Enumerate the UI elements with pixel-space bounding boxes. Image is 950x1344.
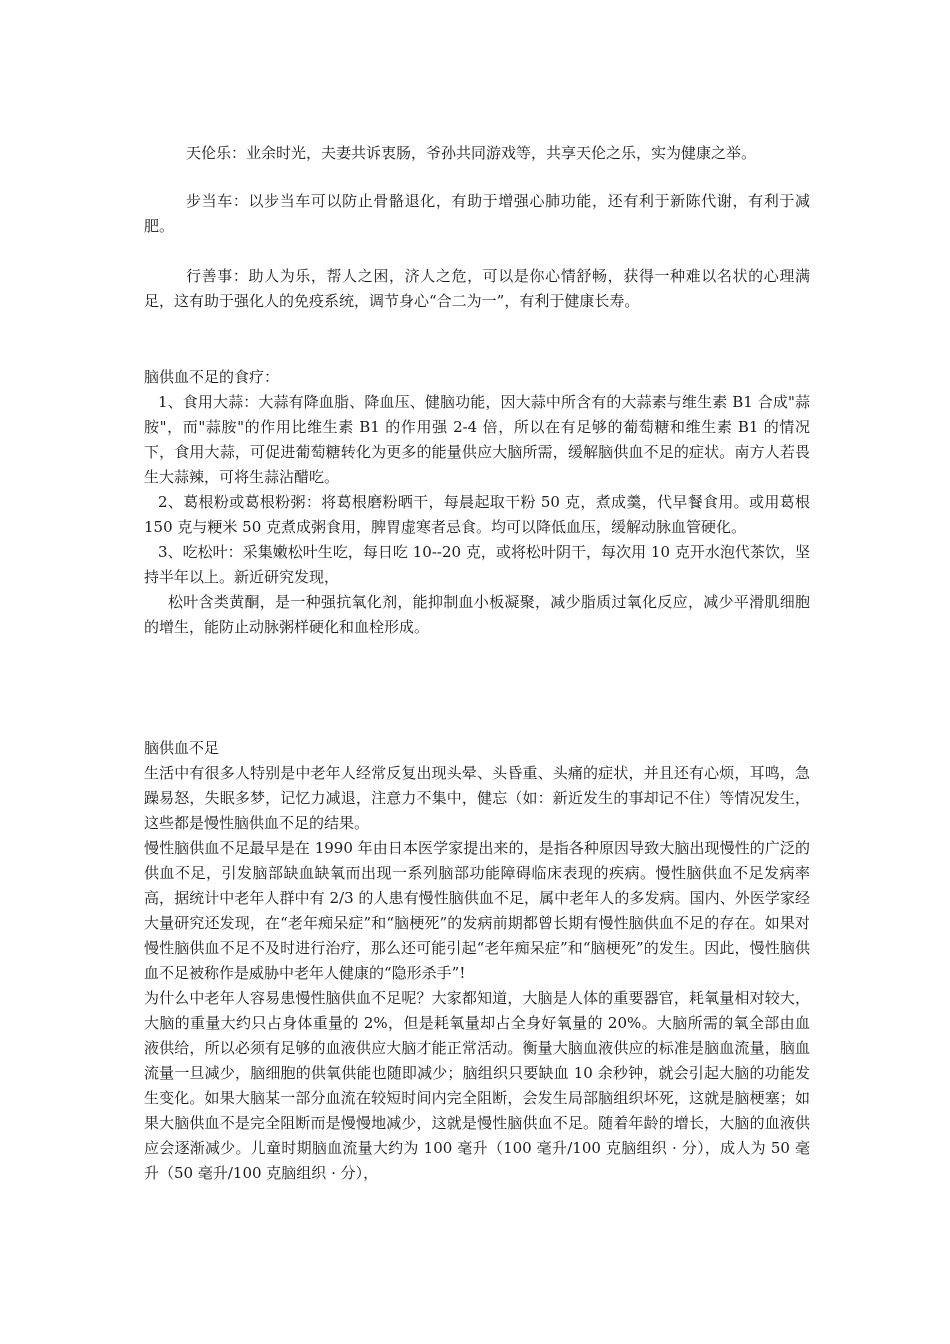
insufficiency-definition-paragraph: 慢性脑供血不足最早是在 1990 年由日本医学家提出来的，是指各种原因导致大脑出现慢性的广泛的供血不足，引发脑部缺血缺氧而出现一系列脑部功能障碍临床表现的疾病。慢性脑供血不足发病率高，据统计中老年人群中有 2/3 的人患有慢性脑供血不足，属中老年人的多发病。国内、外医学家经大量研究还发现，在“老年痴呆症”和“脑梗死”的发病前期都曾长期有慢性脑供血不足的存在。如果对慢性脑供血不足不及时进行治疗，那么还可能引起“老年痴呆症”和“脑梗死”的发生。因此，慢性脑供血不足被称作是威胁中老年人健康的“隐形杀手”!	[144, 839, 810, 982]
diet-pine-paragraph: 3、吃松叶：采集嫩松叶生吃，每日吃 10--20 克，或将松叶阴干，每次用 10 克开水泡代茶饮，坚持半年以上。新近研究发现，	[144, 543, 810, 586]
good-deeds-section	[144, 264, 810, 314]
diet-pine-continued-paragraph: 松叶含类黄酮，是一种强抗氧化剂，能抑制血小板凝聚，减少脂质过氧化反应，减少平滑肌细胞的增生，能防止动脉粥样硬化和血栓形成。	[144, 593, 810, 636]
diet-therapy-section	[144, 365, 810, 640]
diet-kudzu-paragraph: 2、葛根粉或葛根粉粥：将葛根磨粉晒干，每晨起取干粉 50 克，煮成羹，代早餐食用。或用葛根 150 克与粳米 50 克煮成粥食用，脾胃虚寒者忌食。均可以降低血压，缓解动脉血管硬化。	[144, 493, 810, 536]
good-deeds-paragraph: 行善事：助人为乐，帮人之困，济人之危，可以是你心情舒畅，获得一种难以名状的心理满足，这有助于强化人的免疫系统，调节身心“合二为一”，有利于健康长寿。	[144, 267, 810, 310]
family-joy-section	[144, 141, 810, 166]
walking-paragraph: 步当车：以步当车可以防止骨骼退化，有助于增强心肺功能，还有利于新陈代谢，有利于减肥。	[144, 192, 810, 235]
walking-section	[144, 189, 810, 239]
diet-therapy-heading: 脑供血不足的食疗：	[144, 368, 280, 386]
diet-garlic-paragraph: 1、食用大蒜：大蒜有降血脂、降血压、健脑功能，因大蒜中所含有的大蒜素与维生素 B1 合成"蒜胺"，而"蒜胺"的作用比维生素 B1 的作用强 2-4 倍，所以在有足够的葡萄糖和维生素 B1 的情况下，食用大蒜，可促进葡萄糖转化为更多的能量供应大脑所需，缓解脑供血不足的症状。南方人若畏生大蒜辣，可将生蒜沾醋吃。	[144, 393, 810, 486]
insufficiency-heading: 脑供血不足	[144, 739, 220, 757]
insufficiency-section	[144, 736, 810, 1186]
insufficiency-symptoms-paragraph: 生活中有很多人特别是中老年人经常反复出现头晕、头昏重、头痛的症状，并且还有心烦，耳鸣，急躁易怒，失眠多梦，记忆力减退，注意力不集中，健忘（如：新近发生的事却记不住）等情况发生，这些都是慢性脑供血不足的结果。	[144, 764, 810, 832]
insufficiency-causes-paragraph: 为什么中老年人容易患慢性脑供血不足呢？大家都知道，大脑是人体的重要器官，耗氧量相对较大，大脑的重量大约只占身体重量的 2%，但是耗氧量却占全身好氧量的 20%。大脑所需的氧全部由血液供给，所以必须有足够的血液供应大脑才能正常活动。衡量大脑血液供应的标准是脑血流量，脑血流量一旦减少，脑细胞的供氧供能也随即减少；脑组织只要缺血 10 余秒钟，就会引起大脑的功能发生变化。如果大脑某一部分血流在较短时间内完全阻断，会发生局部脑组织坏死，这就是脑梗塞；如果大脑供血不是完全阻断而是慢慢地减少，这就是慢性脑供血不足。随着年龄的增长，大脑的血液供应会逐渐减少。儿童时期脑血流量大约为 100 毫升（100 毫升/100 克脑组织 · 分），成人为 50 毫升（50 毫升/100 克脑组织 · 分），	[144, 989, 810, 1182]
family-joy-paragraph: 天伦乐：业余时光，夫妻共诉衷肠，爷孙共同游戏等，共享天伦之乐，实为健康之举。	[186, 144, 757, 162]
